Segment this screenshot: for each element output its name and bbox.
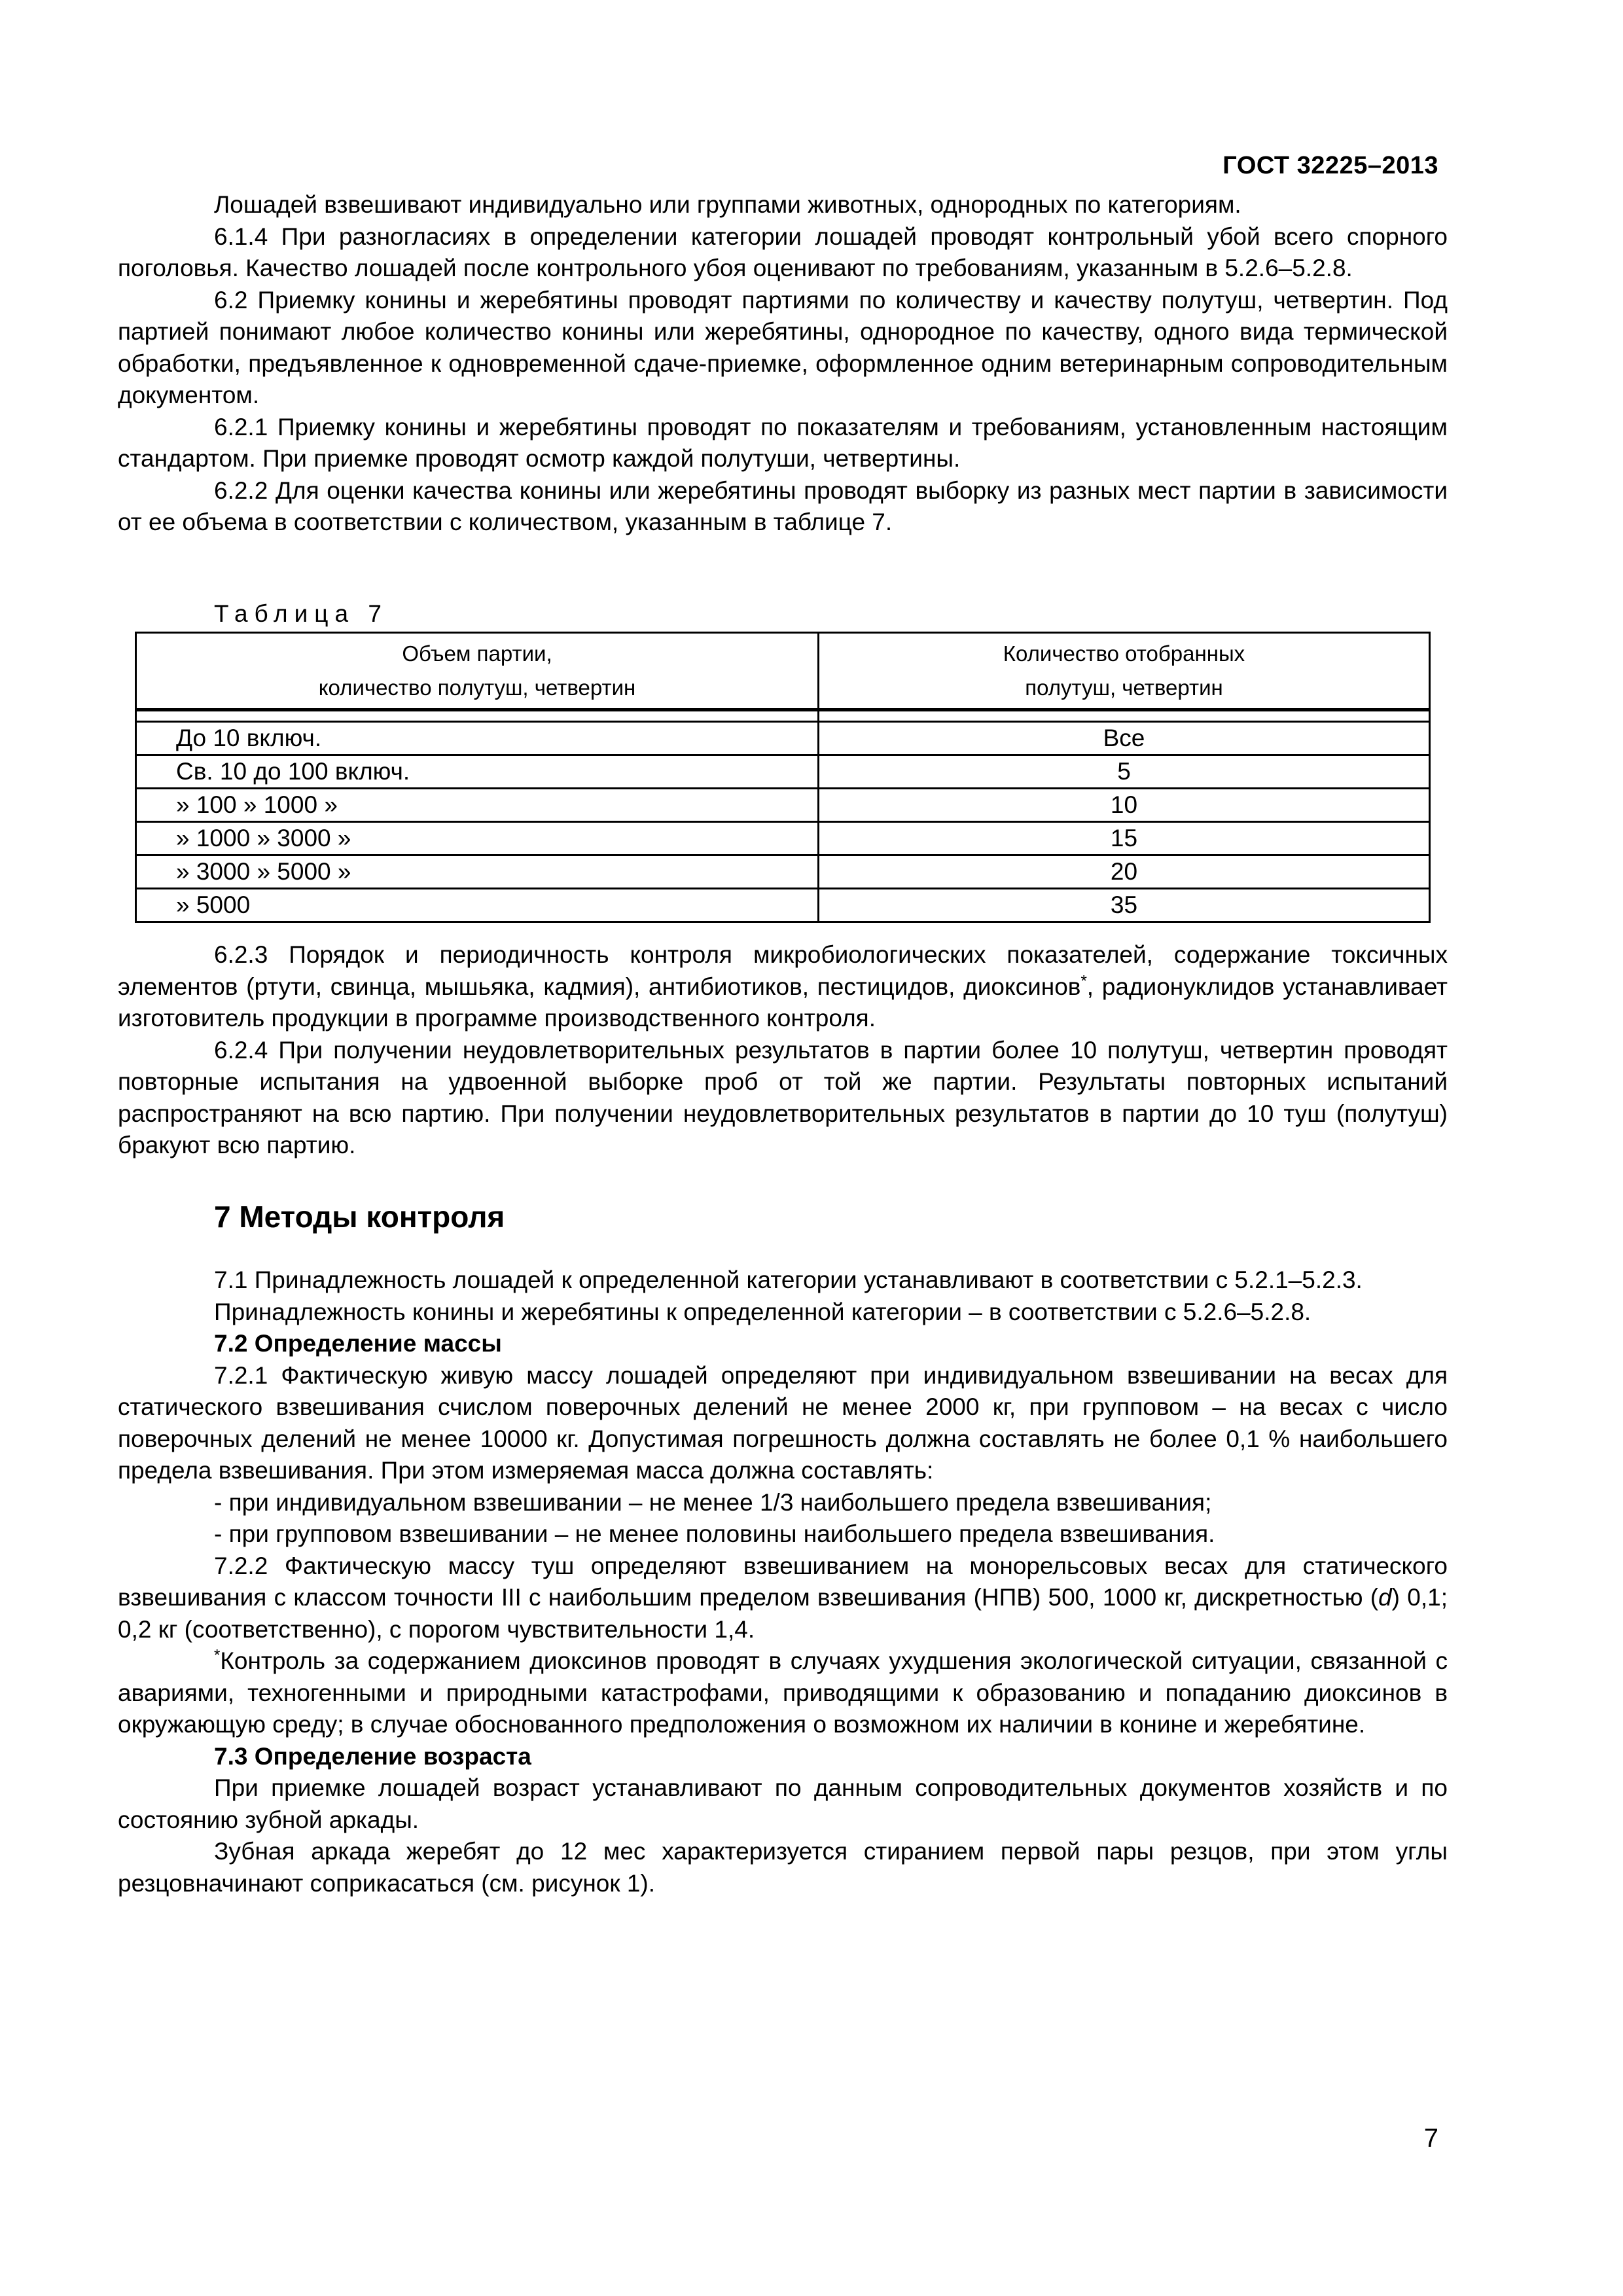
header-count-line2: полутуш, четвертин (1025, 675, 1223, 700)
paragraph-6-2-1: 6.2.1 Приемку конины и жеребятины проводят по показателям и требованиям, установленным настоящим стандартом. При приемке проводят осмотр каждой полутуши, четвертины. (118, 413, 1448, 472)
table-header-row (136, 633, 1430, 710)
page-number: 7 (1423, 2124, 1438, 2153)
list-item: - при индивидуальном взвешивании – не менее 1/3 наибольшего предела взвешивания; (214, 1488, 1212, 1516)
section-title: 7 Методы контроля (214, 1200, 505, 1234)
paragraph-7-1: 7.1 Принадлежность лошадей к определенной категории устанавливают в соответствии с 5.2.1–5.2.3. (214, 1266, 1363, 1293)
footnote-marker: * (214, 1646, 221, 1664)
paragraph-6-2-2: 6.2.2 Для оценки качества конины или жеребятины проводят выборку из разных мест партии в зависимости от ее объема в соответствии с количеством, указанным в таблице 7. (118, 476, 1448, 535)
paragraph-7-1-b: Принадлежность конины и жеребятины к определенной категории – в соответствии с 5.2.6–5.2.8. (214, 1298, 1311, 1325)
table-row (136, 789, 1430, 822)
paragraph-6-2-3 (118, 939, 1448, 1035)
text-block-7 (118, 1265, 1448, 1899)
row-volume: » 1000 » 3000 » (136, 822, 819, 855)
header-count (819, 633, 1430, 710)
footnote-marker: * (1080, 972, 1087, 990)
paragraph-6-2-3-part2: , радионуклидов устанавливает изготовитель продукции в программе производственного контроля. (118, 973, 1448, 1031)
row-count: 5 (819, 755, 1430, 789)
table-row (136, 722, 1430, 755)
row-count: 20 (819, 855, 1430, 889)
header-volume (136, 633, 819, 710)
document-code: ГОСТ 32225–2013 (1222, 152, 1438, 179)
row-volume: » 5000 (136, 889, 819, 922)
table-row (136, 889, 1430, 922)
paragraph-7-2-2 (118, 1551, 1448, 1646)
subsection-7-3-title: 7.3 Определение возраста (214, 1742, 531, 1770)
text-block-6-2-3 (118, 939, 1448, 1162)
paragraph-7-2-1: 7.2.1 Фактическую живую массу лошадей определяют при индивидуальном взвешивании на весах для статического взвешивания счислом поверочных делений не менее 2000 кг, при групповом – на весах с число поверочных делений не менее 10000 кг. Допустимая погрешность должна составлять не более 0,1 % наибольшего предела взвешивания. При этом измеряемая масса должна составлять: (118, 1361, 1448, 1484)
footnote-text: Контроль за содержанием диоксинов проводят в случаях ухудшения экологической ситуации, связанной с авариями, техногенными и природными катастрофами, приводящими к образованию и попаданию диоксинов в окружающую среду; в случае обоснованного предположения о возможном их наличии в конине и жеребятине. (118, 1647, 1448, 1738)
table-caption: Таблица 7 (214, 600, 388, 627)
list-item: - при групповом взвешивании – не менее половины наибольшего предела взвешивания. (214, 1520, 1215, 1547)
paragraph-6-2-3-part1: 6.2.3 Порядок и периодичность контроля микробиологических показателей, содержание токсичных элементов (ртути, свинца, мышьяка, кадмия), антибиотиков, пестицидов, диоксинов (118, 941, 1448, 1000)
row-volume: » 100 » 1000 » (136, 789, 819, 822)
paragraph-6-2-4: 6.2.4 При получении неудовлетворительных результатов в партии более 10 полутуш, четвертин проводят повторные испытания на удвоенной выборке проб от той же партии. Результаты повторных испытаний распространяют на всю партию. При получении неудовлетворительных результатов в партии до 10 туш (полутуш) бракуют всю партию. (118, 1036, 1448, 1158)
table-row (136, 822, 1430, 855)
row-count: 15 (819, 822, 1430, 855)
paragraph-7-3-b: Зубная аркада жеребят до 12 мес характеризуется стиранием первой пары резцов, при этом углы резцовначинают соприкасаться (см. рисунок 1). (118, 1838, 1448, 1897)
paragraph-7-3-a: При приемке лошадей возраст устанавливают по данным сопроводительных документов хозяйств и по состоянию зубной аркады. (118, 1774, 1448, 1833)
header-volume-line2: количество полутуш, четвертин (318, 675, 636, 700)
symbol-d: d (1378, 1584, 1392, 1611)
row-volume: До 10 включ. (136, 722, 819, 755)
table-row (136, 855, 1430, 889)
row-count: 10 (819, 789, 1430, 822)
row-volume: Св. 10 до 100 включ. (136, 755, 819, 789)
footnote (118, 1645, 1448, 1741)
paragraph-7-2-2-part1: 7.2.2 Фактическую массу туш определяют взвешиванием на монорельсовых весах для статического взвешивания с классом точности III с наибольшим пределом взвешивания (НПВ) 500, 1000 кг, дискретностью ( (118, 1552, 1448, 1611)
header-volume-line1: Объем партии, (402, 641, 552, 666)
sampling-table (135, 632, 1431, 923)
text-block-6-1 (118, 189, 1448, 539)
paragraph-6-2: 6.2 Приемку конины и жеребятины проводят партиями по количеству и качеству полутуш, четвертин. Под партией понимают любое количество конины или жеребятины, однородное по качеству, одного вида термической обработки, предъявленное к одновременной сдаче-приемке, оформленное одним ветеринарным сопроводительным документом. (118, 286, 1448, 408)
subsection-7-2-title: 7.2 Определение массы (214, 1330, 502, 1357)
table-row (136, 755, 1430, 789)
row-count: 35 (819, 889, 1430, 922)
paragraph-6-1-4: 6.1.4 При разногласиях в определении категории лошадей проводят контрольный убой всего спорного поголовья. Качество лошадей после контрольного убоя оценивают по требованиям, указанным в 5.2.6–5.2.8. (118, 223, 1448, 281)
header-count-line1: Количество отобранных (1003, 641, 1245, 666)
row-volume: » 3000 » 5000 » (136, 855, 819, 889)
row-count: Все (819, 722, 1430, 755)
paragraph-7-2-2-part2: ) 0,1; 0,2 кг (соответственно), с порогом чувствительности 1,4. (118, 1584, 1448, 1643)
table-separator (136, 710, 1430, 722)
paragraph: Лошадей взвешивают индивидуально или группами животных, однородных по категориям. (214, 191, 1241, 218)
